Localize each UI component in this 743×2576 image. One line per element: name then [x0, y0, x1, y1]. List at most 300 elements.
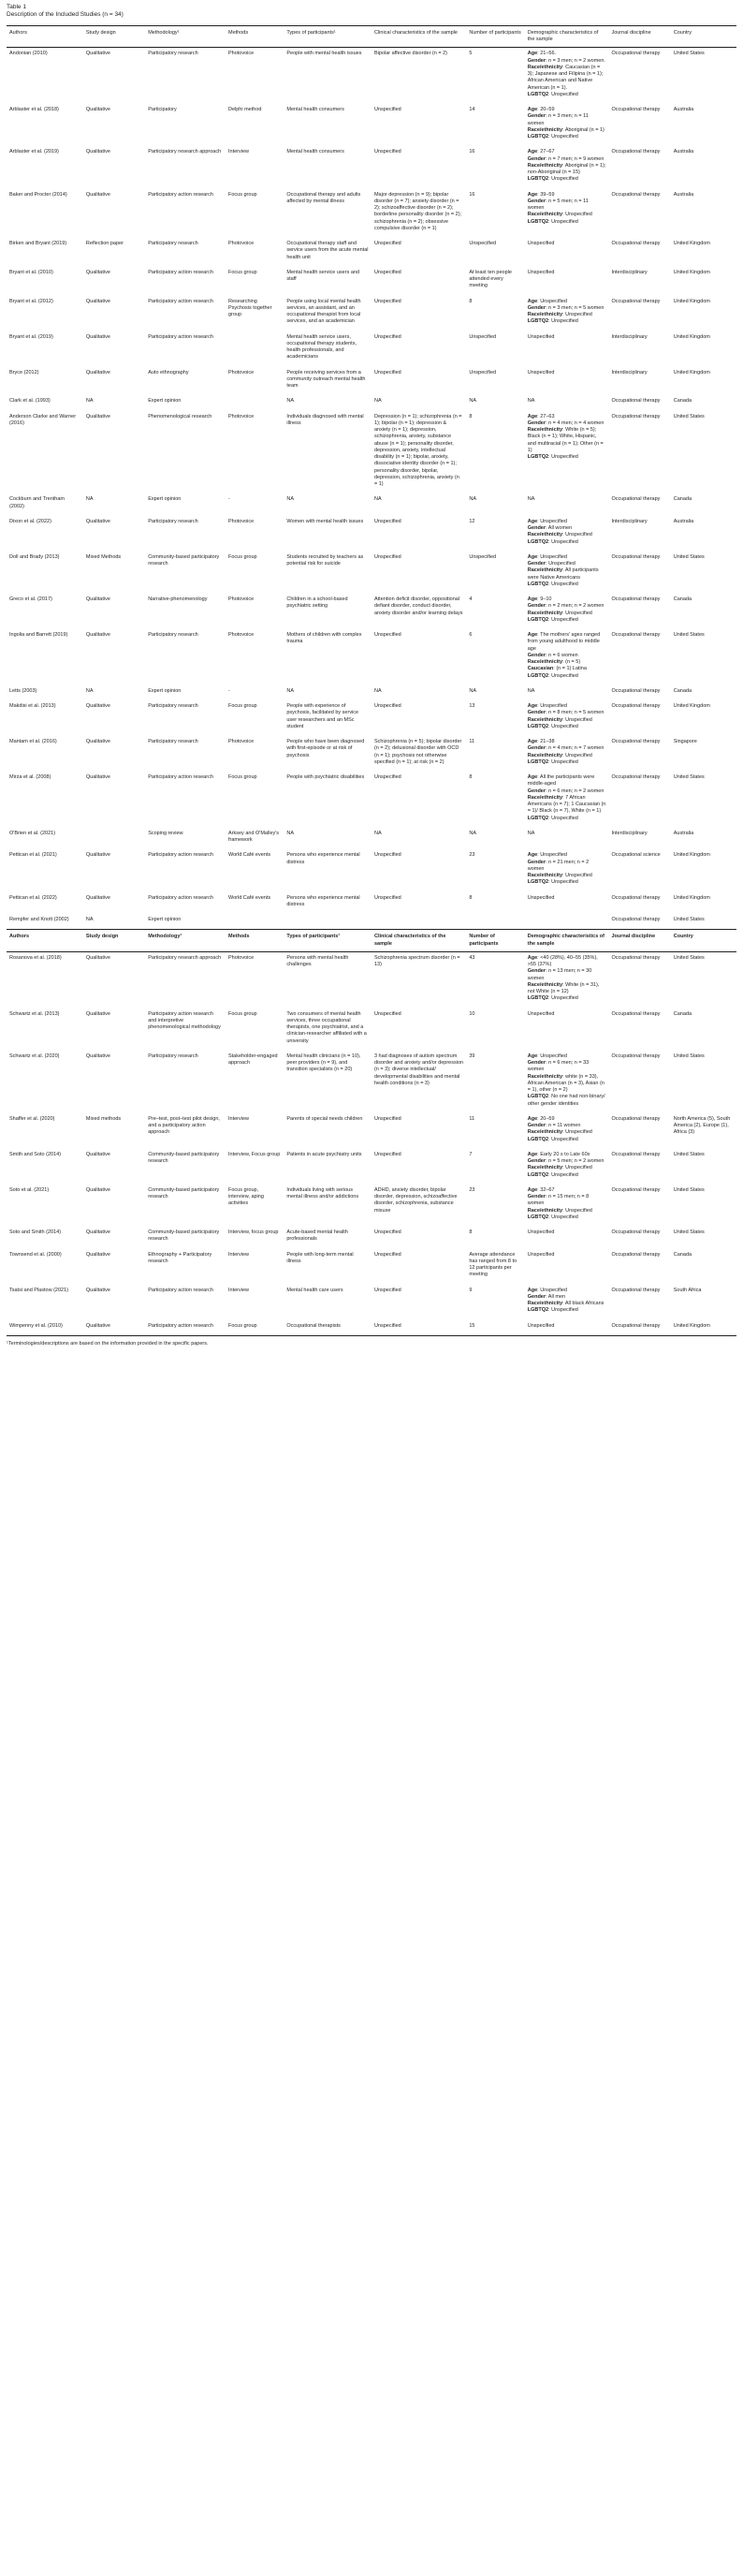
methodology-cell: Community-based participatory research: [148, 1186, 220, 1200]
journal-cell: Occupational therapy: [611, 687, 661, 694]
journal-cell: Occupational therapy: [611, 51, 661, 57]
participants-cell: NA: [286, 830, 295, 836]
authors-cell: Soto et al. (2021): [9, 1186, 50, 1193]
participants-cell: [284, 914, 372, 930]
methods-cell: Interview, Focus group: [227, 1151, 281, 1157]
country-cell: United Kingdom: [673, 298, 710, 304]
table-row: [7, 892, 736, 915]
demographic-label: Gender: [527, 198, 546, 204]
demographic-value: Unspecified: [551, 134, 578, 140]
column-header: Methods: [226, 25, 284, 48]
demographic-label: Age: [527, 298, 538, 304]
journal-cell: Occupational therapy: [611, 107, 661, 113]
demographics-cell: [525, 189, 609, 239]
demographic-line: Age: 21–38: [527, 739, 555, 745]
number-cell: 8: [469, 298, 473, 304]
methods-cell: Focus group: [227, 553, 257, 560]
demographic-line: Gender: Unspecified: [527, 561, 575, 567]
number-cell: 11: [469, 739, 475, 745]
study-design-cell: Qualitative: [85, 51, 110, 57]
country-cell: United Kingdom: [673, 369, 710, 375]
demographic-line: Age: 21–56.: [527, 51, 557, 57]
participants-cell: NA: [286, 398, 295, 405]
methodology-cell: Participatory research: [148, 703, 198, 710]
participants-cell: Mental health service users, occupational therapy students, health professionals, and academicians: [286, 333, 357, 361]
study-design-cell: Qualitative: [85, 1186, 110, 1193]
demographic-label: Race/ethnicity: [527, 1165, 563, 1171]
demographics-cell: [525, 238, 609, 267]
demographic-line: Race/ethnicity: Unspecified: [527, 532, 592, 538]
methods-cell: World Café events: [227, 894, 271, 901]
authors-cell: Anderson Clarke and Warner (2016): [9, 413, 77, 426]
demographic-line: LGBTQ2: Unspecified: [527, 454, 578, 461]
participants-cell: People with experience of psychosis, facilitated by service user researchers and an MSc student: [286, 703, 359, 729]
methods-cell: Photovoice: [227, 51, 255, 57]
clinical-cell: 3 had diagnoses of autism spectrum disorder and anxiety and/or depression (n = 3); diverse intellectual/ developmental disabilities and mental health conditions (n = 3): [373, 1052, 464, 1086]
clinical-cell: Unspecified: [373, 1251, 401, 1258]
demographic-line: LGBTQ2: Unspecified: [527, 723, 578, 729]
methods-cell: Interview: [227, 1115, 249, 1122]
authors-cell: O'Brien et al. (2021): [9, 830, 56, 836]
number-cell: 14: [469, 107, 475, 113]
column-header: Study design: [83, 930, 145, 952]
demographics-cell: [525, 914, 609, 930]
country-cell: United States: [673, 632, 705, 639]
participants-cell: Mothers of children with complex trauma: [286, 632, 362, 645]
demographic-value: Unspecified: [565, 752, 592, 758]
demographic-label: Caucasian: [527, 666, 554, 672]
column-header: Authors: [7, 25, 83, 48]
demographic-label: Age: [527, 596, 538, 603]
demographic-line: Gender: n = 2 men; n = 2 women: [527, 603, 605, 610]
country-cell: United States: [673, 1229, 705, 1236]
demographic-line: LGBTQ2: Unspecified: [527, 134, 578, 140]
authors-cell: Greco et al. (2017): [9, 596, 52, 603]
clinical-cell: Unspecified: [373, 852, 401, 859]
demographic-label: Gender: [527, 1293, 546, 1300]
demographics-cell: [525, 1285, 609, 1320]
demographic-label: LGBTQ2: [527, 538, 549, 545]
demographic-line: Gender: n = 6 men; n = 2 women: [527, 788, 605, 794]
demographic-label: Age: [527, 553, 538, 560]
country-cell: North America (5), South America (2), Europe (1), Africa (3): [673, 1115, 731, 1136]
table-row: [7, 552, 736, 594]
methods-cell: Focus group: [227, 703, 257, 710]
study-design-cell: Qualitative: [85, 149, 110, 155]
journal-cell: Occupational therapy: [611, 553, 661, 560]
participants-cell: Students recruited by teachers as potential risk for suicide: [286, 553, 364, 567]
demographic-line: Gender: n = 3 men; n = 5 women: [527, 304, 605, 311]
journal-cell: Occupational therapy: [611, 774, 661, 781]
demographic-line: Race/ethnicity: (n = 5): [527, 659, 581, 666]
methods-cell: Focus group, interview, aping activities: [227, 1186, 264, 1207]
authors-cell: Andonian (2010): [9, 51, 48, 57]
country-cell: United States: [673, 954, 705, 961]
demographic-label: LGBTQ2: [527, 815, 549, 821]
demographic-label: LGBTQ2: [527, 1214, 549, 1220]
journal-cell: Interdisciplinary: [611, 269, 648, 275]
table-row: [7, 104, 736, 146]
table-row: [7, 395, 736, 410]
methods-cell: Delphi method: [227, 107, 262, 113]
methods-cell: [226, 331, 284, 367]
demographics-cell: [525, 493, 609, 516]
demographic-value: n = 8 men; n = 5 women: [548, 710, 605, 716]
demographic-line: LGBTQ2: Unspecified: [527, 995, 578, 1002]
authors-cell: Schwartz et al. (2020): [9, 1052, 60, 1059]
demographic-line: Race/ethnicity: Unspecified: [527, 752, 592, 758]
table-label: Table 1: [7, 4, 26, 10]
demographic-line: Age: Unspecified: [527, 1052, 567, 1059]
study-design-cell: Qualitative: [85, 518, 110, 524]
clinical-cell: Attention deficit disorder, oppositional defiant disorder, conduct disorder, anxiety disorder and/or learning delays: [373, 596, 463, 616]
journal-cell: Interdisciplinary: [611, 830, 648, 836]
demographics-cell: [525, 146, 609, 188]
demographics-cell: [525, 629, 609, 685]
demographic-value: All black Africans: [564, 1301, 605, 1307]
table-caption: [7, 4, 736, 20]
demographic-label: Gender: [527, 155, 546, 162]
methodology-cell: Community-based participatory research: [148, 1229, 220, 1243]
country-cell: United Kingdom: [673, 703, 710, 710]
methods-cell: Stakeholder-engaged approach: [227, 1052, 278, 1067]
demographic-line: Race/ethnicity: Unspecified: [527, 873, 592, 879]
methodology-cell: Participatory action research: [148, 298, 213, 304]
demographic-line: Race/ethnicity: Unspecified: [527, 1165, 592, 1171]
number-cell: 8: [469, 894, 473, 901]
demographic-line: Race/ethnicity: All black Africans: [527, 1301, 605, 1307]
table-row: [7, 1185, 736, 1227]
clinical-cell: Unspecified: [372, 1320, 466, 1336]
authors-cell: Bryce (2012): [9, 369, 39, 375]
demographic-line: Race/ethnicity: All participants were Native Americans: [527, 567, 599, 581]
study-design-cell: Qualitative: [85, 107, 110, 113]
study-design-cell: Reflection paper: [85, 241, 124, 247]
demographic-value: The mothers' ages ranged from young adulthood to middle age: [527, 632, 601, 652]
demographic-line: LGBTQ2: Unspecified: [527, 218, 578, 225]
demographic-label: Gender: [527, 113, 546, 120]
number-cell: Unspecified: [469, 241, 497, 247]
demographics-cell: [525, 1113, 609, 1149]
methodology-cell: Participatory action research: [148, 191, 213, 198]
demographic-value: n = 7 men; n = 9 women: [548, 155, 605, 162]
demographic-value: Unspecified: [527, 269, 555, 275]
demographic-line: Age: Unspecified: [527, 553, 567, 560]
table-row: [7, 331, 736, 367]
study-design-cell: Qualitative: [85, 596, 110, 603]
demographic-line: Gender: n = 4 men; n = 4 women: [527, 420, 605, 426]
demographic-line: Gender: n = 3 men; n = 2 women.: [527, 57, 605, 64]
demographic-label: LGBTQ2: [527, 218, 549, 225]
methods-cell: Focus group: [227, 1010, 257, 1017]
demographic-value: 20–59: [540, 107, 555, 113]
participants-cell: Occupational therapists: [284, 1320, 372, 1336]
demographic-line: [528, 895, 606, 902]
country-cell: Canada: [673, 1010, 692, 1017]
study-design-cell: Qualitative: [85, 333, 110, 340]
demographic-line: Age: All the participants were middle-aged: [527, 774, 595, 788]
demographic-value: n = 15 men; n = 8 women: [527, 1194, 590, 1207]
demographic-line: Gender: n = 6 men; n = 33 women: [527, 1060, 590, 1073]
demographic-label: LGBTQ2: [527, 995, 549, 1002]
study-design-cell: NA: [85, 398, 94, 405]
country-cell: United Kingdom: [673, 269, 710, 275]
demographic-line: [528, 1229, 606, 1236]
participants-cell: Occupational therapy staff and service users from the acute mental health unit: [286, 241, 369, 260]
authors-cell: Arblaster et al. (2019): [9, 149, 59, 155]
number-cell: 11: [469, 1115, 475, 1122]
country-cell: Australia: [673, 830, 694, 836]
authors-cell: Birken and Bryant (2019): [9, 241, 67, 247]
number-cell: 10: [469, 1010, 475, 1017]
table-row: [7, 367, 736, 396]
authors-cell: Bryant et al. (2019): [9, 333, 53, 340]
demographic-line: Age: Early 20 s to Late 60s: [527, 1151, 590, 1157]
demographic-label: Gender: [527, 57, 546, 64]
journal-cell: Occupational therapy: [611, 894, 661, 901]
demographic-line: LGBTQ2: Unspecified: [527, 815, 578, 821]
clinical-cell: Unspecified: [373, 333, 401, 340]
demographics-cell: [525, 1051, 609, 1113]
number-cell: 8: [469, 413, 473, 420]
methodology-cell: Participatory action research: [145, 1320, 226, 1336]
authors-cell: Clark et al. (1993): [9, 398, 51, 405]
demographic-line: [528, 334, 606, 341]
demographic-label: LGBTQ2: [527, 723, 549, 729]
demographic-label: Race/ethnicity: [527, 312, 563, 318]
demographic-line: Age: Unspecified: [527, 518, 567, 524]
study-design-cell: Qualitative: [85, 413, 110, 420]
demographic-line: Gender: n = 15 men; n = 8 women: [527, 1194, 590, 1207]
methods-cell: Researching Psychosis together group: [227, 298, 272, 318]
demographic-value: Unspecified: [565, 610, 592, 616]
study-design-cell: Mixed Methods: [85, 553, 122, 560]
clinical-cell: Schizophrenia (n = 5); bipolar disorder (n = 2); delusional disorder with OCD (n = 1); psychosis not otherwise specified (n = 1); at risk (n = 2): [373, 739, 462, 765]
demographic-line: [528, 370, 606, 376]
number-cell: NA: [469, 830, 476, 836]
demographics-cell: [525, 104, 609, 146]
demographic-label: Race/ethnicity: [527, 162, 563, 169]
column-header: Authors: [7, 930, 83, 952]
journal-cell: Interdisciplinary: [611, 369, 648, 375]
number-cell: 6: [469, 632, 473, 639]
journal-cell: Occupational therapy: [611, 241, 661, 247]
participants-cell: Persons who experience mental distress: [286, 894, 360, 907]
demographic-value: Unspecified: [565, 873, 592, 879]
column-header: Demographic characteristics of the sample: [525, 25, 609, 48]
study-design-cell: Qualitative: [85, 369, 110, 375]
demographic-value: Unspecified: [527, 369, 555, 375]
column-header: Clinical characteristics of the sample: [372, 930, 466, 952]
methodology-cell: Community-based participatory research: [148, 553, 220, 567]
authors-cell: Wimpenny et al. (2010): [7, 1320, 83, 1336]
methods-cell: [226, 914, 284, 930]
demographic-label: Gender: [527, 1194, 546, 1200]
demographic-label: Age: [527, 774, 538, 781]
demographic-value: 21–56.: [540, 51, 557, 57]
table-row: [7, 772, 736, 828]
demographic-value: Unspecified: [551, 581, 578, 587]
demographic-line: LGBTQ2: Unspecified: [527, 1136, 578, 1142]
demographic-value: (n = 5): [565, 659, 581, 666]
methods-cell: World Café events: [227, 852, 271, 859]
column-header: Methodology¹: [145, 25, 226, 48]
methods-cell: Interview: [227, 1251, 249, 1258]
demographic-value: 20–59: [540, 1115, 555, 1122]
authors-cell: Ingolia and Barrett (2019): [9, 632, 68, 639]
column-header: Types of participants¹: [284, 25, 372, 48]
authors-cell: Townsend et al. (2000): [9, 1251, 62, 1258]
demographic-value: Unspecified: [540, 852, 567, 859]
demographic-label: Age: [527, 1287, 538, 1293]
demographic-label: Race/ethnicity: [527, 1301, 563, 1307]
participants-cell: Individuals living with serious mental illness and/or addictions: [286, 1186, 359, 1200]
demographic-value: n = 3 men; n = 2 women.: [548, 57, 605, 64]
demographic-value: white (n = 33), African American (n = 3), Asian (n = 1), other (n = 2): [527, 1073, 605, 1094]
authors-cell: Bryant et al. (2012): [9, 298, 53, 304]
table-row: [7, 1285, 736, 1320]
demographics-cell: [525, 1320, 609, 1336]
journal-cell: Occupational therapy: [611, 413, 661, 420]
demographic-value: Unspecified: [551, 538, 578, 545]
demographic-label: Gender: [527, 1060, 546, 1067]
authors-cell: Rosanova et al. (2018): [9, 954, 62, 961]
journal-cell: Occupational therapy: [611, 1115, 661, 1122]
methodology-cell: Scoping review: [148, 830, 183, 836]
study-design-cell: Qualitative: [85, 852, 110, 859]
demographic-line: LGBTQ2: Unspecified: [527, 758, 578, 765]
demographic-value: Unspecified: [527, 1251, 555, 1258]
authors-cell: Makdisi et al. (2013): [9, 703, 56, 710]
demographic-label: LGBTQ2: [527, 879, 549, 886]
participants-cell: NA: [286, 496, 295, 503]
header-row: [7, 25, 736, 48]
participants-cell: Occupational therapy and adults affected by mental illness: [286, 191, 361, 204]
clinical-cell: Unspecified: [373, 107, 401, 113]
demographic-label: LGBTQ2: [527, 1136, 549, 1142]
demographic-label: Age: [527, 632, 538, 639]
table-header: [7, 25, 736, 48]
demographic-label: Race/ethnicity: [527, 212, 563, 218]
demographic-value: Unspecified: [551, 1214, 578, 1220]
demographic-line: Gender: n = 3 men; n = 11 women: [527, 113, 589, 126]
demographic-value: Unspecified: [565, 716, 592, 723]
demographics-cell: [525, 700, 609, 736]
table-row: [7, 296, 736, 331]
number-cell: 15: [466, 1320, 524, 1336]
methods-cell: Photovoice: [227, 596, 255, 603]
study-design-cell: Qualitative: [85, 703, 110, 710]
demographic-label: Gender: [527, 525, 546, 532]
demographics-cell: [525, 828, 609, 850]
participants-cell: Mental health service users and staff: [286, 269, 360, 283]
number-cell: 43: [469, 954, 475, 961]
demographic-value: Unspecified: [551, 723, 578, 729]
demographic-label: LGBTQ2: [527, 1171, 549, 1178]
number-cell: Unspecified: [469, 553, 497, 560]
table-row: [7, 1149, 736, 1185]
authors-cell: Mirza et al. (2008): [9, 774, 51, 781]
demographic-line: LGBTQ2: Unspecified: [527, 581, 578, 587]
demographic-label: LGBTQ2: [527, 1307, 549, 1314]
demographics-cell: [525, 849, 609, 891]
authors-cell: Mantam et al. (2016): [9, 739, 57, 745]
demographic-label: LGBTQ2: [527, 454, 549, 461]
demographic-value: Unspecified: [551, 758, 578, 765]
demographic-label: Age: [527, 954, 538, 961]
number-cell: 23: [469, 852, 475, 859]
demographic-value: Unspecified: [565, 1207, 592, 1214]
demographic-label: Gender: [527, 652, 546, 658]
demographic-value: Unspecified: [527, 333, 555, 340]
demographic-label: Race/ethnicity: [527, 659, 563, 666]
country-cell: Canada: [673, 687, 692, 694]
demographics-cell: [525, 1227, 609, 1249]
methodology-cell: Participatory research: [148, 632, 198, 639]
methods-cell: -: [227, 496, 230, 503]
participants-cell: Two consumers of mental health services, three occupational therapists, one psychiatrist, and a clinician-researcher affiliated with a university: [286, 1010, 367, 1044]
methodology-cell: Expert opinion: [148, 917, 182, 923]
number-cell: 8: [469, 774, 473, 781]
authors-cell: Smith and Soto (2014): [9, 1151, 62, 1157]
demographic-value: Unspecified: [551, 672, 578, 679]
participants-cell: People receiving services from a community outreach mental health team: [286, 369, 366, 390]
participants-cell: Mental health consumers: [286, 107, 344, 113]
methodology-cell: Expert opinion: [148, 398, 182, 405]
demographic-value: Unspecified: [565, 212, 592, 218]
country-cell: United States: [673, 917, 705, 923]
demographics-cell: [525, 736, 609, 772]
number-cell: 39: [469, 1052, 475, 1059]
demographic-label: Gender: [527, 603, 546, 610]
demographic-label: Age: [527, 1151, 538, 1157]
demographic-label: Age: [527, 739, 538, 745]
methodology-cell: Narrative-phenomenology: [148, 596, 208, 603]
number-cell: 23: [469, 1186, 475, 1193]
table-row: [7, 1320, 736, 1336]
table-row: [7, 1249, 736, 1285]
clinical-cell: Unspecified: [373, 1287, 401, 1293]
number-cell: [466, 914, 524, 930]
methods-cell: Focus group: [226, 1320, 284, 1336]
table-row: [7, 685, 736, 700]
clinical-cell: Unspecified: [373, 703, 401, 710]
journal-cell: Occupational therapy: [611, 917, 661, 923]
demographics-cell: [525, 552, 609, 594]
demographic-label: Gender: [527, 710, 546, 716]
table-row: [7, 629, 736, 685]
journal-cell: Occupational science: [611, 852, 661, 859]
methods-cell: Photovoice: [227, 241, 255, 247]
demographic-label: Race/ethnicity: [527, 567, 563, 574]
table-body: [7, 48, 736, 1336]
demographic-label: LGBTQ2: [527, 318, 549, 325]
demographic-value: All men: [547, 1293, 566, 1300]
demographic-label: LGBTQ2: [527, 616, 549, 623]
clinical-cell: [372, 914, 466, 930]
clinical-cell: Unspecified: [373, 241, 401, 247]
number-cell: Average attendance has ranged from 8 to 12 participants per meeting: [469, 1251, 517, 1278]
authors-cell: Tsatsi and Plastow (2021): [9, 1287, 68, 1293]
demographic-line: LGBTQ2: Unspecified: [527, 616, 578, 623]
table-row: [7, 48, 736, 104]
participants-cell: People with psychiatric disabilities: [286, 774, 365, 781]
demographic-label: Age: [527, 703, 538, 710]
country-cell: Canada: [673, 596, 692, 603]
demographic-value: All participants were Native Americans: [527, 567, 599, 581]
journal-cell: Occupational therapy: [611, 1251, 661, 1258]
column-header: Country: [671, 930, 736, 952]
